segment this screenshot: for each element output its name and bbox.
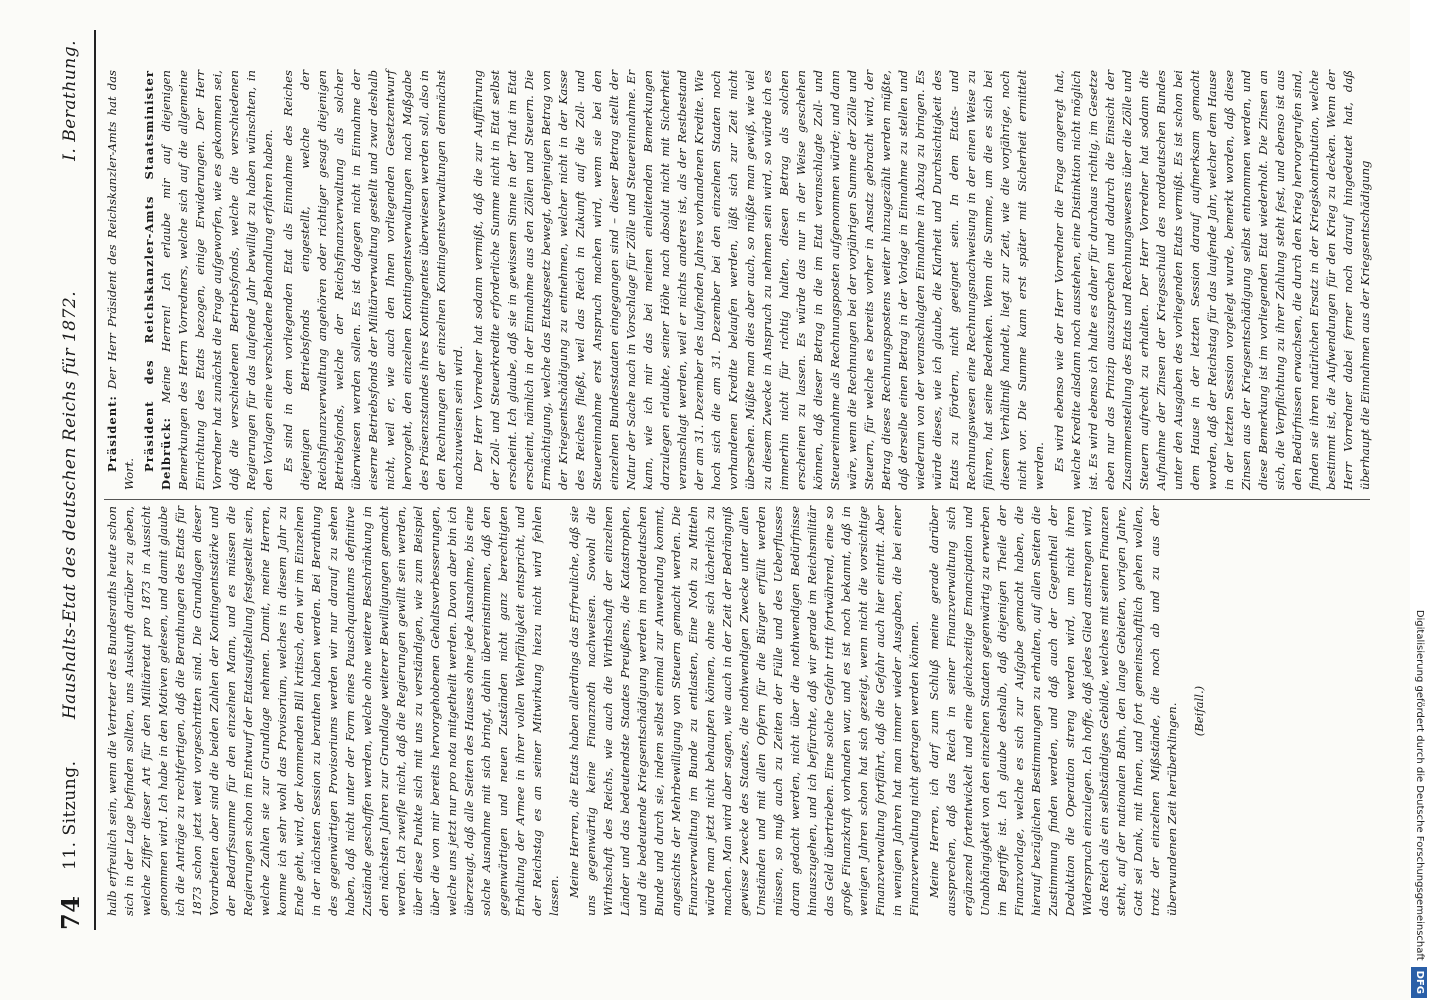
header-rule [94, 30, 96, 930]
page-number: 74 [55, 895, 85, 930]
applause-note: (Beifall.) [1192, 685, 1206, 737]
column-separator [104, 499, 1370, 500]
right-column [104, 70, 1370, 490]
left-paragraph-2: Meine Herren, die Etats haben allerdings das Erfreuliche, daß sie uns gegenwärtig keine Finanznoth nachweisen. Sowohl die Wirthschaft des Reichs, wie auch die Wirthschaft der einzelnen Länder und das bedeutendste Staates Preußens, die Katastrophen, und die bedeutende Kriegsentschädigung werden im norddeutschen Bunde und durch sie, indem selbst einmal zur Anwendung kommt, angesichts der Mehrbewilligung von Steuern gemacht werden. Die Finanzverwaltung im Bunde zu entlasten, Eine Noth zu Mitteln würde man jetzt nicht behaupten können, ohne sich lächerlich zu machen. Man wird aber sagen, wie auch in der Zeit der Bedrängniß gewisse Zwecke des Staates, die nothwendigen Zwecke unter allen Umständen und mit allen Opfern für die Bürger erfüllt werden müssen, so muß auch zu Zeiten der Fülle und des Ueberflusses daran gedacht werden, nicht über die nothwendigen Bedürfnisse hinauszugehen, und ich befürchte, daß wir gerade im Reichsmilitär das Geld übertrieben. Eine solche Gefahr tritt fortwährend, eine so große Finanzkraft vorhanden war, und es ist noch bekannt, daß in wenigen Jahren schon hat sich gezeigt, wenn nicht die vorsichtige Finanzverwaltung fortfährt, daß die Gefahr auch hier eintritt. Aber in wenigen Jahren hat man immer wieder Ausgaben, die bei einer Finanzverwaltung nicht getragen werden können. [567, 506, 921, 916]
dfg-watermark [1408, 8, 1430, 998]
right-paragraph-1 [104, 70, 138, 490]
right-paragraph-3: Es sind in dem vorliegenden Etat als Einnahme des Reiches diejenigen Betriebsfonds eingestellt, welche der Reichsfinanzverwaltung angehören oder richtiger gesagt diejenigen Betriebsfonds, welche der Reichsfinanzverwaltung als solcher überwiesen werden sollen. Es ist dagegen nicht in Einnahme der eiserne Betriebsfonds der Militärverwaltung gestellt und zwar deshalb nicht, weil er, wie auch den Ihnen vorliegenden Gesetzentwurf hervorgeht, den einzelnen Kontingentsverwaltungen nach Maßgabe des Präsenzstandes ihres Kontingentes überwiesen werden soll, also in den Rechnungen der einzelnen Kontingentsverwaltungen demnächst nachzuweisen sein wird. [281, 70, 465, 490]
speaker-president: Präsident: [105, 395, 119, 472]
session-label: 11. Sitzung. [60, 760, 80, 870]
running-title: Haushalts-Etat des deutschen Reichs für 1872. [60, 290, 80, 720]
reading-label: I. Berathung. [60, 40, 80, 161]
right-paragraph-2 [141, 70, 277, 490]
dfg-credit: Digitalisierung gefördert durch die Deutsche Forschungsgemeinschaft [1414, 609, 1425, 961]
left-column [104, 506, 1370, 916]
page-header [50, 40, 90, 930]
dfg-logo: DFG [1411, 967, 1427, 998]
delbrueck-opening: Meine Herren! Ich erlaube mir auf diejenigen Bemerkungen des Herrn Vorredners, welche sich auf die allgemeine Einrichtung des Etats bezogen, einige Erwiderungen. Der Herr Vorredner hat zunächst die Frage aufgeworfen, wie es gekommen sei, daß die verschiedenen Betriebsfonds, welche die verschiedenen Regierungen für das laufende Jahr bewilligt zu haben wünschten, in den Vorlagen eine verschiedene Behandlung erfahren haben. [159, 70, 275, 490]
right-paragraph-4: Der Herr Vorredner hat sodann vermißt, daß die zur Aufführung der Zoll- und Steuerkredite erforderliche Summe nicht in Etat selbst erscheint. Ich glaube, daß sie in gewissem Sinne in der That im Etat erscheint, nämlich in der Einnahme aus den Zöllen und Steuern. Die Ermächtigung, welche das Etatsgesetz bewegt, denjenigen Betrag von der Kriegsentschädigung zu entnehmen, welcher nicht in der Kasse des Reiches fließt, weil das Reich in Zukunft auf die Zoll- und Steuereinnahme erst Anspruch machen wird, wenn sie bei den einzelnen Bundesstaaten eingegangen sind – dieser Betrag stellt der Natur der Sache nach in Vorschlage für Zölle und Steuereinnahme. Er kann, wie ich mir das bei meinen einleitenden Bemerkungen darzulegen erlaubte, seiner Höhe nach absolut nicht mit Sicherheit veranschlagt werden, weil er nichts anderes ist, als der Restbestand der am 31. Dezember des laufenden Jahres vorhandenen Kredite. Wie hoch sich die am 31. Dezember bei den einzelnen Staaten noch vorhandenen Kredite belaufen werden, läßt sich zur Zeit nicht übersehen. Müßte man dies aber auch, so müßte man gewiß, wie viel zu diesem Zwecke in Anspruch zu nehmen sein wird, so würde ich es immerhin nicht für richtig halten, diesen Betrag als solchen erscheinen zu lassen. Es würde das nur in der Weise geschehen können, daß dieser Betrag in die im Etat veranschlagte Zoll- und Steuereinnahme als Rechnungsposten aufgenommen würde; und dann wäre, wenn die Rechnungen bei der vorjährigen Summe der Zölle und Steuern, für welche es bereits vorher in Ansatz gebracht wird, der Betrag dieses Rechnungspostens weiter hinzugezählt werden müßte, daß derselbe einen Betrag in der Vorlage in Einnahme zu stellen und wiederum von der veranschlagten Einnahme in Abzug zu bringen. Es würde dieses, wie ich glaube, die Klarheit und Durchsichtigkeit des Etats zu fördern, nicht geeignet sein. In dem Etats- und Rechnungswesen eine Rechnungsnachweisung in der einen Weise zu führen, hat seine Bedenken. Wenn die Summe, um die es sich bei diesem Verhältniß handelt, liegt zur Zeit, wie die vorjährige, noch nicht vor. Die Summe kann erst später mit Sicherheit ermittelt werden. [471, 70, 1046, 490]
president-remark: Der Herr Präsident des Reichskanzler-Amts hat das Wort. [105, 69, 136, 490]
speaker-delbrueck: Präsident des Reichskanzler-Amts Staatsminister Delbrück: [142, 70, 173, 490]
left-paragraph-1: halb erfreulich sein, wenn die Vertreter des Bundesraths heute schon sich in der Lage befinden sollten, uns Auskunft darüber zu geben, welche Ziffer dieser Art für den Militäretat pro 1873 in Aussicht genommen wird. Ich habe in den Motiven gelesen, und damit glaube ich die Anträge zu rechtfertigen, daß die Berathungen des Etats für 1873 schon jetzt weit vorgeschritten sind. Die Grundlagen dieser Vorarbeiten aber sind die beiden Zahlen der Kontingentsstärke und der Bedarfssumme für den einzelnen Mann, und es müssen die Regierungen schon im Entwurf der Etatsaufstellung festgestellt sein, welche Zahlen sie zur Grundlage nehmen. Damit, meine Herren, komme ich sehr wohl das Provisorium, welches in diesem Jahr zu Ende geht, wird, der kommenden Bill kritisch, den wir im Einzelnen in der nächsten Session zu berathen haben werden. Bei Berathung des gegenwärtigen Provisoriums werden wir nur darauf zu sehen haben, daß nicht unter der Form eines Pauschquantums definitive Zustände geschaffen werden, welche ohne weitere Beschränkung in den nächsten Jahren zur Grundlage weiterer Bewilligungen gemacht werden. Ich zweifle nicht, daß die Regierungen gewillt sein werden, über diese Punkte sich mit uns zu verständigen, wie zum Beispiel über die von mir bereits hervorgehobenen Gehaltsverbesserungen, welche uns jetzt nur pro nota mitgetheilt werden. Davon aber bin ich überzeugt, daß alle Seiten des Hauses ohne jede Ausnahme, bis eine solche Ausnahme mit sich bringt, dahin übereinstimmen, daß den gegenwärtigen und neuen Zuständen nicht ganz berechtigten Erhaltung der Armee in ihrer vollen Wehrfähigkeit entspricht, und der Reichstag es an seiner Mitwirkung hiezu nicht wird fehlen lassen. [105, 506, 561, 916]
right-paragraph-5: Es wird ebenso wie der Herr Vorredner die Frage angeregt hat, welche Kredite alsdann noch ausstehen, eine Distinktion nicht möglich ist. Es wird ebenso ich halte es daher für durchaus richtig, im Gesetze eben nur das Prinzip auszusprechen und dadurch die Einsicht der Zusammenstellung des Etats und Rechnungswesens über die Zölle und Steuern aufrecht zu erhalten. Der Herr Vorredner hat sodann die Aufnahme der Zinsen der Kriegsschuld des norddeutschen Bundes unter den Ausgaben des vorliegenden Etats vermißt. Es ist schon bei dem Hause in der letzten Session darauf aufmerksam gemacht worden, daß der Reichstag für das laufende Jahr, welcher dem Hause in der letzten Session vorgelegt wurde, bemerkt worden, daß diese Zinsen aus der Kriegsentschädigung selbst entnommen werden, und diese Bemerkung ist im vorliegenden Etat wiederholt. Die Zinsen an sich, die Verpflichtung zu ihrer Zahlung steht fest, und ebenso ist aus den Bedürfnissen erwachsen, die durch den Krieg hervorgerufen sind, finden sie ihren natürlichen Ersatz in der Kriegskontribution, welche bestimmt ist, die Aufwendungen für den Krieg zu decken. Wenn der Herr Vorredner dabei ferner noch darauf hingedeutet hat, daß überhaupt die Einnahmen aus der Kriegsentschädigung [1052, 70, 1372, 490]
left-paragraph-3: Meine Herren, ich darf zum Schluß meine gerade darüber aussprechen, daß das Reich in seiner Finanzverwaltung sich ergänzend fortentwickelt und eine gleichzeitige Emancipation und Unabhängigkeit von den einzelnen Staaten gegenwärtig zu erwerben im Begriffe ist. Ich glaube deshalb, daß diejenigen Theile der Finanzvorlage, welche es sich zur Aufgabe gemacht haben, die hierauf bezüglichen Bestimmungen zu erhalten, auf allen Seiten die Zustimmung finden werden, und daß auch der Gegentheil der Deduktion die Operation streng werden wird, um nicht ihren Widerspruch einzulegen. Ich hoffe, daß jedes Glied anstrengen wird, das Reich als ein selbständiges Gebilde, welches mit seinen Finanzen steht, auf der nationalen Bahn, den lange Gebieten, vorigen Jahre, Gott sei Dank, mit Ihnen, und fort gemeinschaftlich gehen wollen, trotz der einzelnen Mißstände, die noch ab und zu aus der überwundenen Zeit herüberklingen. [927, 506, 1179, 916]
dfg-watermark-text [1408, 8, 1430, 998]
